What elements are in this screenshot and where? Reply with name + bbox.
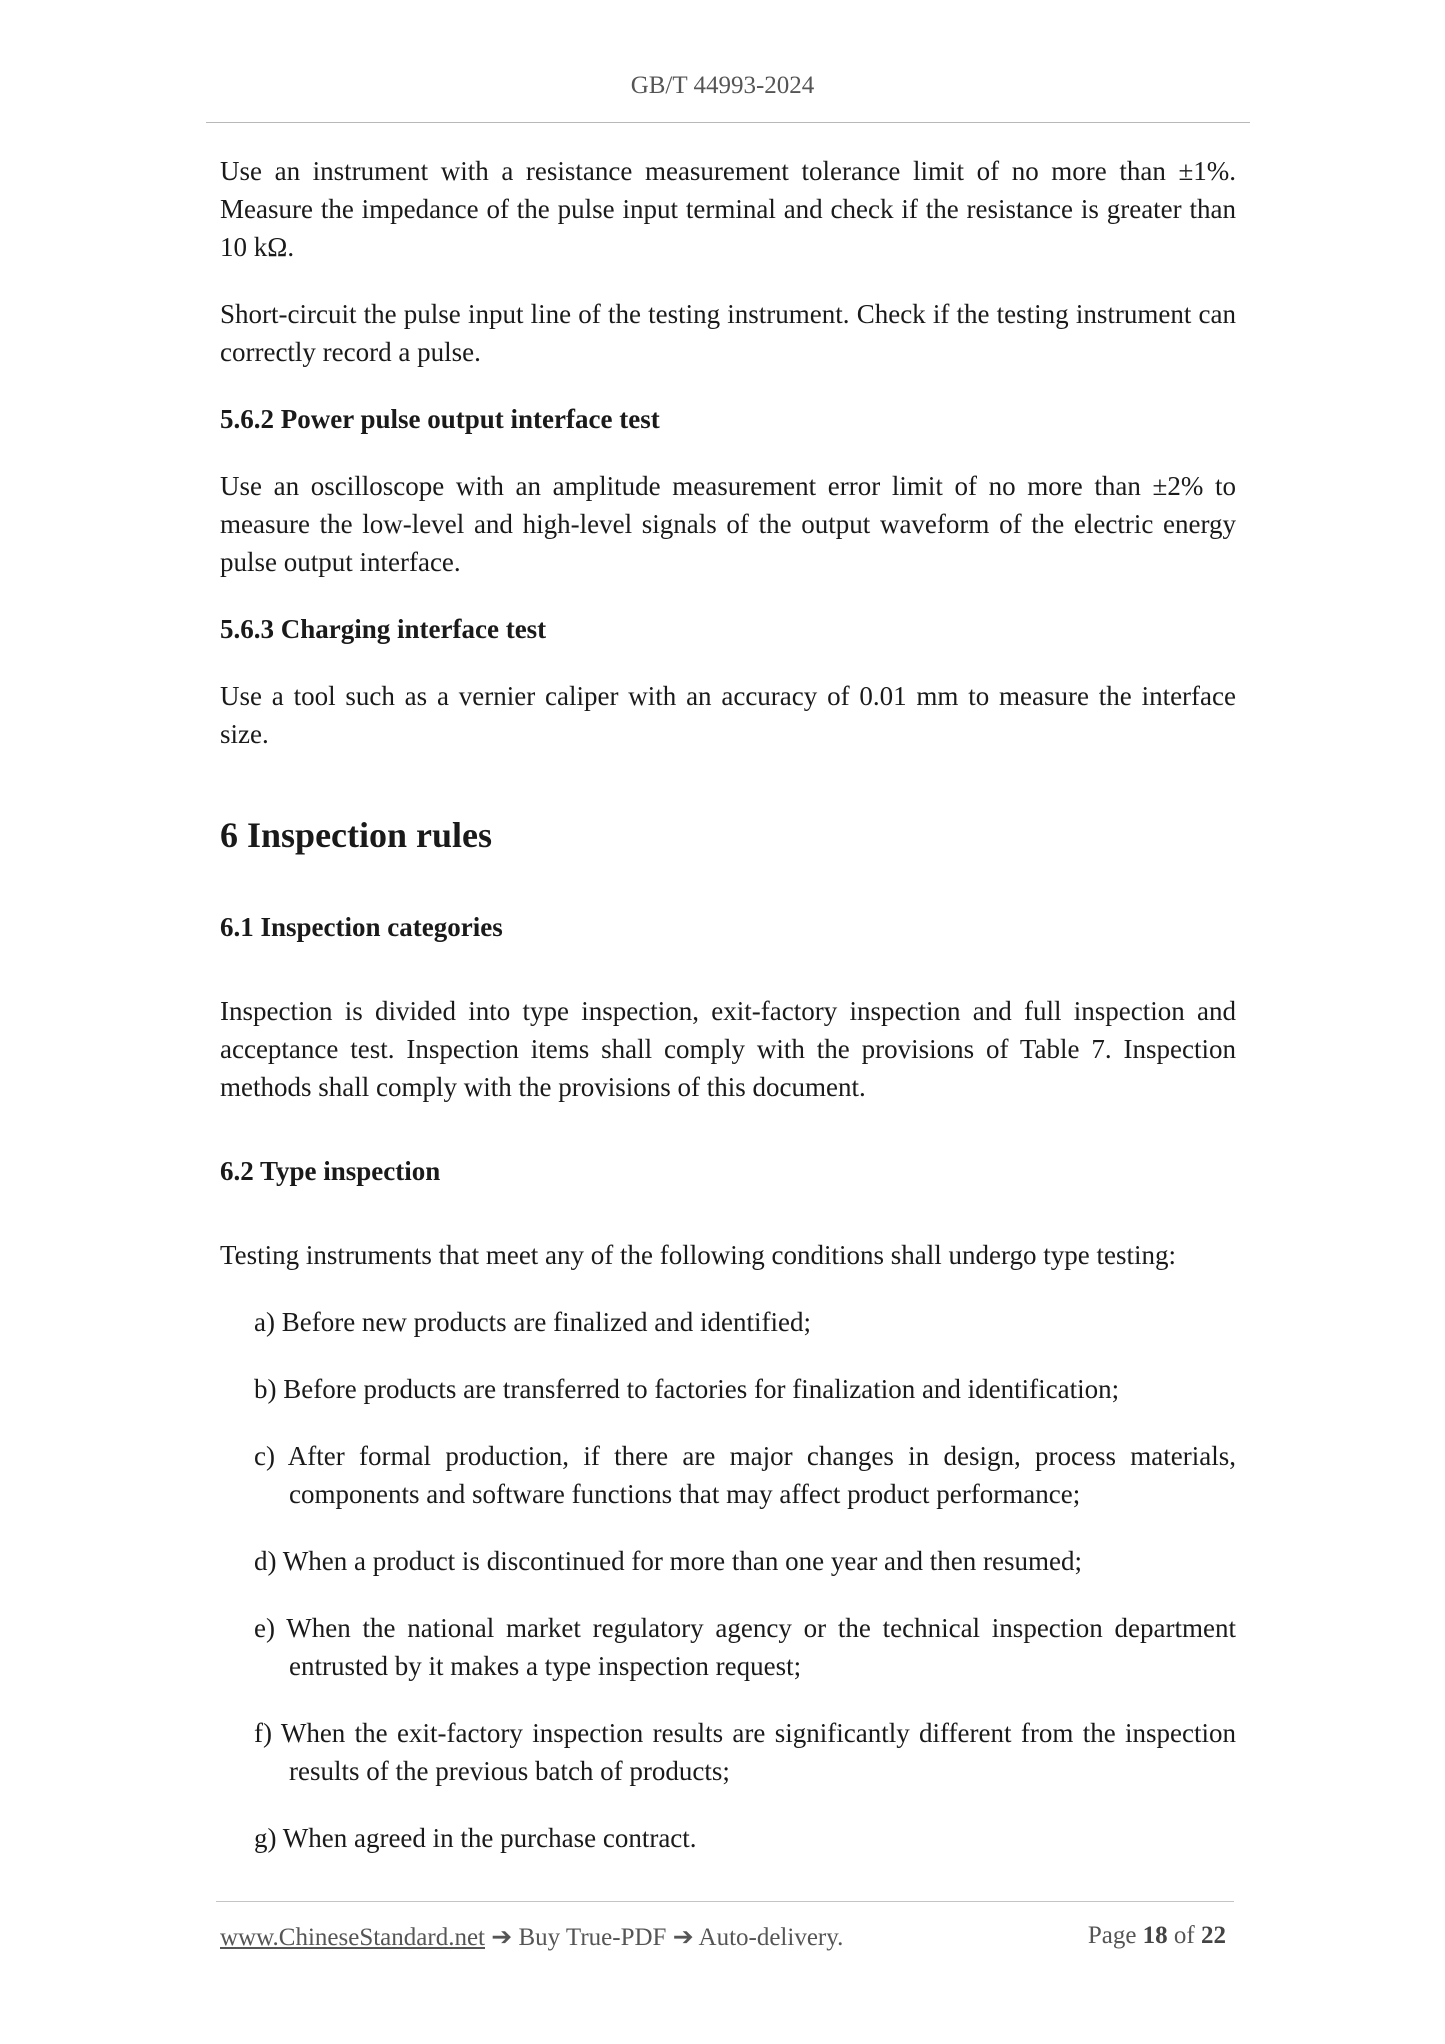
page-total: 22	[1201, 1922, 1226, 1949]
site-link[interactable]: www.ChineseStandard.net	[220, 1924, 485, 1951]
arrow-right-icon: ➔	[672, 1924, 694, 1951]
paragraph-5-6-3: Use a tool such as a vernier caliper with an accuracy of 0.01 mm to measure the interface size.	[220, 681, 1236, 749]
footer-promo	[220, 1922, 843, 1952]
header-divider	[206, 122, 1250, 123]
list-item: g) When agreed in the purchase contract.	[254, 1823, 697, 1853]
heading-6-2: 6.2 Type inspection	[220, 1156, 441, 1186]
list-item: c) After formal production, if there are major changes in design, process materials, components and software functions that may affect product performance;	[254, 1441, 1236, 1509]
heading-6: 6 Inspection rules	[220, 815, 493, 855]
paragraph-5-6-2: Use an oscilloscope with an amplitude measurement error limit of no more than ±2% to measure the low-level and high-level signals of the output waveform of the electric energy pulse output interface.	[220, 471, 1236, 577]
paragraph-resistance-test: Use an instrument with a resistance measurement tolerance limit of no more than ±1%. Measure the impedance of the pulse input terminal and check if the resistance is greater than 10 kΩ.	[220, 156, 1236, 262]
of-label: of	[1173, 1922, 1195, 1949]
footer-divider	[216, 1901, 1234, 1902]
list-item: f) When the exit-factory inspection results are significantly different from the inspection results of the previous batch of products;	[254, 1718, 1236, 1786]
list-item: e) When the national market regulatory agency or the technical inspection department entrusted by it makes a type inspection request;	[254, 1613, 1236, 1681]
heading-6-1: 6.1 Inspection categories	[220, 912, 503, 942]
page-header-standard-code: GB/T 44993-2024	[630, 72, 815, 99]
page-content	[220, 150, 1236, 1857]
heading-5-6-3: 5.6.3 Charging interface test	[220, 614, 547, 644]
heading-5-6-2: 5.6.2 Power pulse output interface test	[220, 404, 660, 434]
paragraph-6-1: Inspection is divided into type inspection, exit-factory inspection and full inspection and acceptance test. Inspection items shall comply with the provisions of Table 7. Inspection methods shall comply with the provisions of this document.	[220, 996, 1236, 1102]
list-item: a) Before new products are finalized and identified;	[254, 1307, 812, 1337]
paragraph-short-circuit-test: Short-circuit the pulse input line of the testing instrument. Check if the testing instrument can correctly record a pulse.	[220, 299, 1236, 367]
page-current: 18	[1142, 1922, 1168, 1949]
arrow-right-icon: ➔	[491, 1924, 513, 1951]
buy-true-pdf-text: Buy True-PDF	[518, 1924, 667, 1951]
list-item: d) When a product is discontinued for more than one year and then resumed;	[254, 1546, 1082, 1576]
paragraph-6-2: Testing instruments that meet any of the following conditions shall undergo type testing:	[220, 1240, 1176, 1270]
page-label: Page	[1087, 1922, 1137, 1949]
auto-delivery-text: Auto-delivery.	[698, 1924, 844, 1951]
page-number	[1088, 1922, 1226, 1950]
list-item: b) Before products are transferred to factories for finalization and identification;	[254, 1374, 1120, 1404]
